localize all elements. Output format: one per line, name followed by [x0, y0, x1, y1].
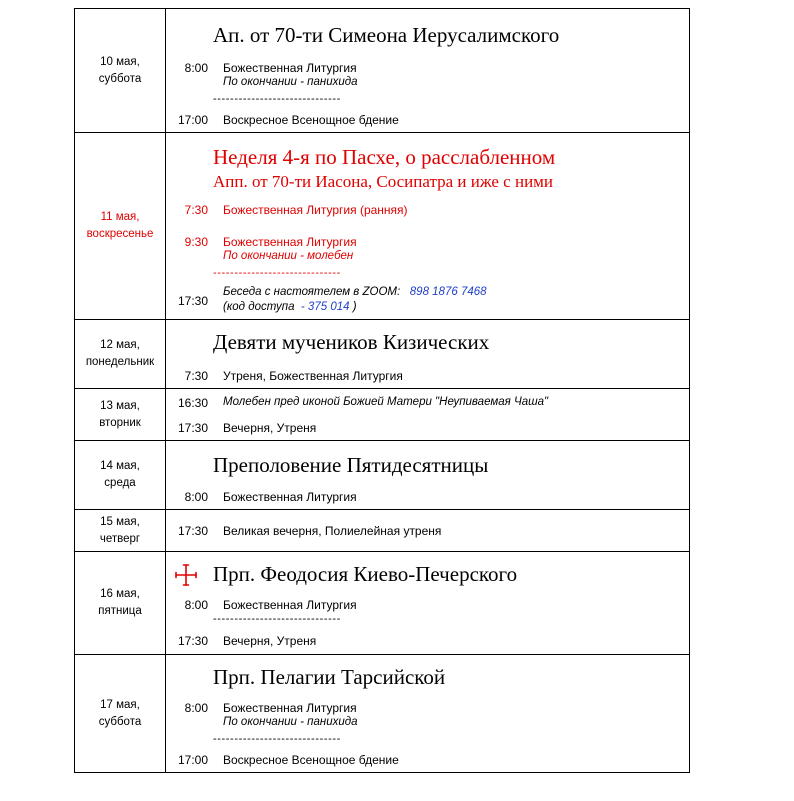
feast-title: Неделя 4-я по Пасхе, о расслабленном: [213, 145, 556, 169]
service-name: Божественная Литургия: [223, 701, 357, 715]
service-time: 16:30: [177, 396, 208, 410]
schedule-row: [75, 8, 689, 132]
separator: ------------------------------: [213, 733, 341, 745]
service-name: Вечерня, Утреня: [223, 421, 317, 435]
service-name: Воскресное Всенощное бдение: [223, 753, 399, 767]
service-note: По окончании - панихида: [223, 716, 358, 728]
service-name: Молебен пред иконой Божией Матери "Неупиваемая Чаша": [223, 396, 549, 408]
services-cell: [166, 510, 689, 551]
date-label: 10 мая,: [100, 55, 140, 68]
service-name: Вечерня, Утреня: [223, 634, 317, 648]
service-time: 17:30: [177, 421, 208, 435]
service-name: Воскресное Всенощное бдение: [223, 113, 399, 127]
separator: ------------------------------: [213, 267, 341, 279]
service-note: По окончании - панихида: [223, 76, 358, 88]
feast-title: Прп. Пелагии Тарсийской: [213, 665, 446, 689]
date-label: 13 мая,: [100, 399, 140, 412]
service-time: 8:00: [184, 61, 208, 75]
weekday-label: вторник: [99, 416, 141, 429]
zoom-code-line: [223, 301, 357, 313]
service-name: Божественная Литургия: [223, 598, 357, 612]
date-cell: [75, 389, 166, 440]
services-cell: [166, 133, 689, 319]
service-name: Утреня, Божественная Литургия: [223, 369, 403, 383]
service-name: Божественная Литургия: [223, 490, 357, 504]
code-label: (код доступа: [223, 301, 295, 313]
service-time: 17:30: [177, 294, 208, 308]
date-label: 17 мая,: [100, 698, 140, 711]
services-cell: [166, 552, 689, 654]
weekday-label: суббота: [98, 72, 142, 85]
service-time: 17:00: [177, 753, 208, 767]
date-cell: [75, 552, 166, 654]
date-cell: [75, 9, 166, 132]
separator: ------------------------------: [213, 93, 341, 105]
date-label: 15 мая,: [100, 515, 140, 528]
schedule-row: [75, 388, 689, 440]
service-name: Великая вечерня, Полиелейная утреня: [223, 524, 442, 538]
date-label: 12 мая,: [100, 339, 140, 351]
separator: ------------------------------: [213, 613, 341, 625]
zoom-line: [223, 286, 487, 298]
schedule-row: [75, 551, 689, 654]
services-cell: [166, 441, 689, 509]
service-time: 17:00: [177, 113, 208, 127]
date-cell: [75, 441, 166, 509]
date-cell: [75, 510, 166, 551]
feast-title: Девяти мучеников Кизических: [213, 330, 490, 354]
schedule-row: [75, 440, 689, 509]
zoom-code: - 375 014: [300, 301, 350, 313]
service-note: По окончании - молебен: [223, 250, 354, 262]
weekday-label: пятница: [98, 605, 142, 617]
weekday-label: среда: [104, 477, 136, 489]
feast-title: Прп. Феодосия Киево-Печерского: [213, 562, 518, 586]
feast-title: Преполовение Пятидесятницы: [213, 453, 489, 477]
schedule-table: [74, 8, 690, 773]
schedule-row: [75, 654, 689, 772]
service-time: 17:30: [177, 634, 208, 648]
date-cell: [75, 320, 166, 388]
service-time: 8:00: [184, 598, 208, 612]
service-name: Божественная Литургия (ранняя): [223, 203, 408, 217]
services-cell: [166, 320, 689, 388]
zoom-label: Беседа с настоятелем в ZOOM:: [223, 286, 401, 298]
code-close: ): [352, 301, 357, 313]
schedule-row: [75, 319, 689, 388]
feast-subtitle: Апп. от 70-ти Иасона, Сосипатра и иже с ними: [213, 172, 554, 191]
date-label: 16 мая,: [100, 588, 140, 600]
date-label: 14 мая,: [100, 460, 140, 472]
service-time: 7:30: [184, 203, 208, 217]
date-cell: [75, 133, 166, 319]
weekday-label: четверг: [99, 532, 141, 545]
service-time: 8:00: [184, 701, 208, 715]
service-time: 7:30: [184, 369, 208, 383]
feast-title: Ап. от 70-ти Симеона Иерусалимского: [213, 23, 560, 47]
zoom-id: 898 1876 7468: [409, 286, 487, 298]
weekday-label: воскресенье: [86, 228, 154, 240]
schedule-row: [75, 509, 689, 551]
service-name: Божественная Литургия: [223, 235, 357, 249]
schedule-row: [75, 132, 689, 319]
date-cell: [75, 655, 166, 772]
service-time: 17:30: [177, 524, 208, 538]
weekday-label: понедельник: [85, 356, 155, 368]
services-cell: [166, 9, 689, 132]
service-time: 9:30: [184, 235, 208, 249]
services-cell: [166, 655, 689, 772]
date-label: 11 мая,: [100, 211, 140, 223]
service-time: 8:00: [184, 490, 208, 504]
weekday-label: суббота: [98, 715, 142, 728]
service-name: Божественная Литургия: [223, 61, 357, 75]
services-cell: [166, 389, 689, 440]
red-cross-icon: [174, 563, 198, 587]
